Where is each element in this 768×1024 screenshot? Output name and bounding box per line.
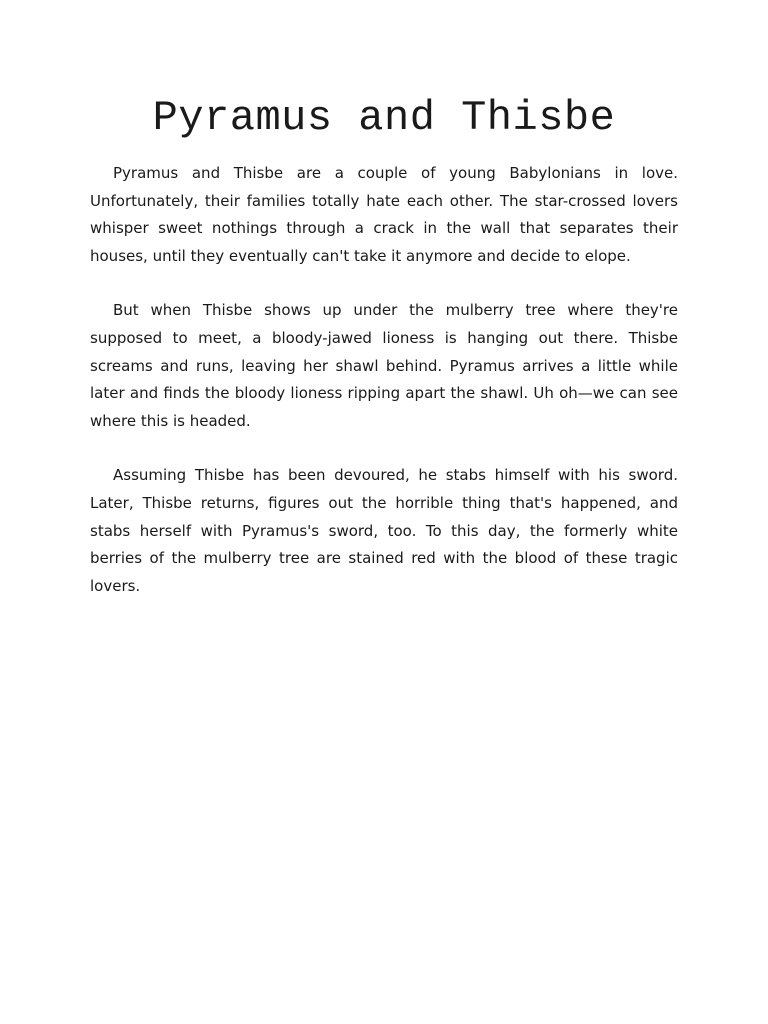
document-body	[90, 160, 678, 600]
paragraph-3: Assuming Thisbe has been devoured, he stabs himself with his sword. Later, Thisbe returns, figures out the horrible thing that's happened, and stabs herself with Pyramus's sword, too. To this day, the formerly white berries of the mulberry tree are stained red with the blood of these tragic lovers.	[90, 466, 678, 595]
document-title: Pyramus and Thisbe	[152, 94, 616, 142]
paragraph-2: But when Thisbe shows up under the mulberry tree where they're supposed to meet, a bloody-jawed lioness is hanging out there. Thisbe screams and runs, leaving her shawl behind. Pyramus arrives a little while later and finds the bloody lioness ripping apart the shawl. Uh oh—we can see where this is headed.	[90, 301, 678, 430]
paragraph-1: Pyramus and Thisbe are a couple of young Babylonians in love. Unfortunately, their families totally hate each other. The star-crossed lovers whisper sweet nothings through a crack in the wall that separates their houses, until they eventually can't take it anymore and decide to elope.	[90, 164, 678, 265]
